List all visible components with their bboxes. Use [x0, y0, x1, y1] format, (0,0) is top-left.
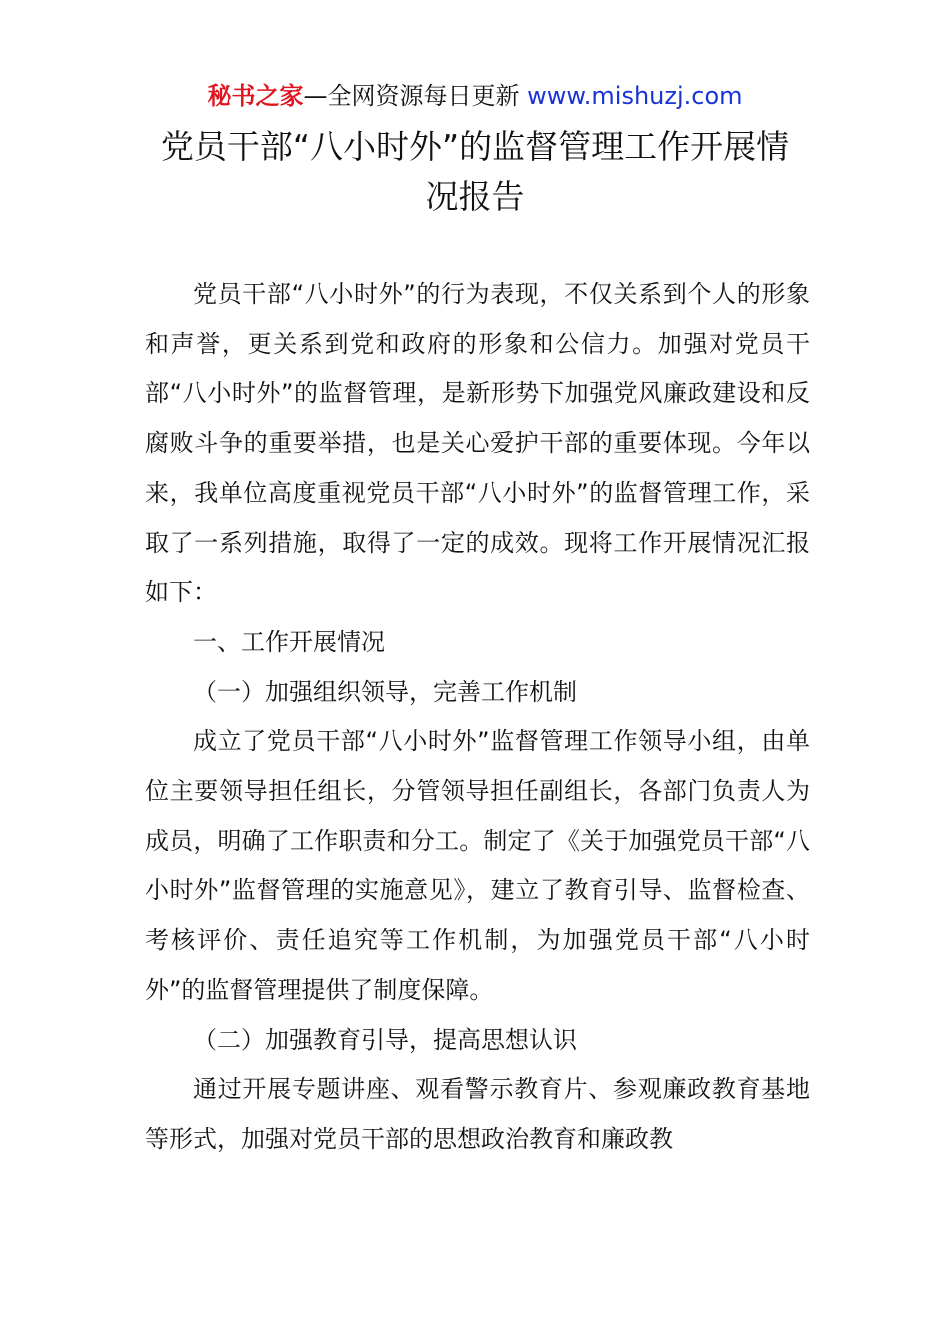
- title-line-1: 党员干部“八小时外”的监督管理工作开展情: [160, 127, 790, 166]
- subsection-heading-1: （一）加强组织领导，完善工作机制: [193, 677, 577, 706]
- document-body: [145, 270, 810, 1165]
- subsection-heading-2: （二）加强教育引导，提高思想认识: [193, 1025, 577, 1054]
- section-heading: 一、工作开展情况: [193, 627, 385, 656]
- subsection-1-paragraph: 成立了党员干部“八小时外”监督管理工作领导小组，由单位主要领导担任组长，分管领导担任副组长，各部门负责人为成员，明确了工作职责和分工。制定了《关于加强党员干部“八小时外”监督管理的实施意见》，建立了教育引导、监督检查、考核评价、责任追究等工作机制，为加强党员干部“八小时外”的监督管理提供了制度保障。: [145, 727, 810, 1004]
- document-title: [0, 122, 950, 222]
- site-url-link[interactable]: www.mishuzj.com: [527, 82, 743, 110]
- subsection-2-paragraph: 通过开展专题讲座、观看警示教育片、参观廉政教育基地等形式，加强对党员干部的思想政治教育和廉政教: [145, 1075, 810, 1153]
- intro-paragraph: 党员干部“八小时外”的行为表现，不仅关系到个人的形象和声誉，更关系到党和政府的形象和公信力。加强对党员干部“八小时外”的监督管理，是新形势下加强党风廉政建设和反腐败斗争的重要举措，也是关心爱护干部的重要体现。今年以来，我单位高度重视党员干部“八小时外”的监督管理工作，采取了一系列措施，取得了一定的成效。现将工作开展情况汇报如下：: [145, 280, 810, 607]
- site-header: [0, 80, 950, 112]
- title-line-2: 况报告: [425, 177, 525, 216]
- brand-name: 秘书之家: [207, 82, 304, 110]
- header-tagline: —全网资源每日更新: [303, 82, 520, 110]
